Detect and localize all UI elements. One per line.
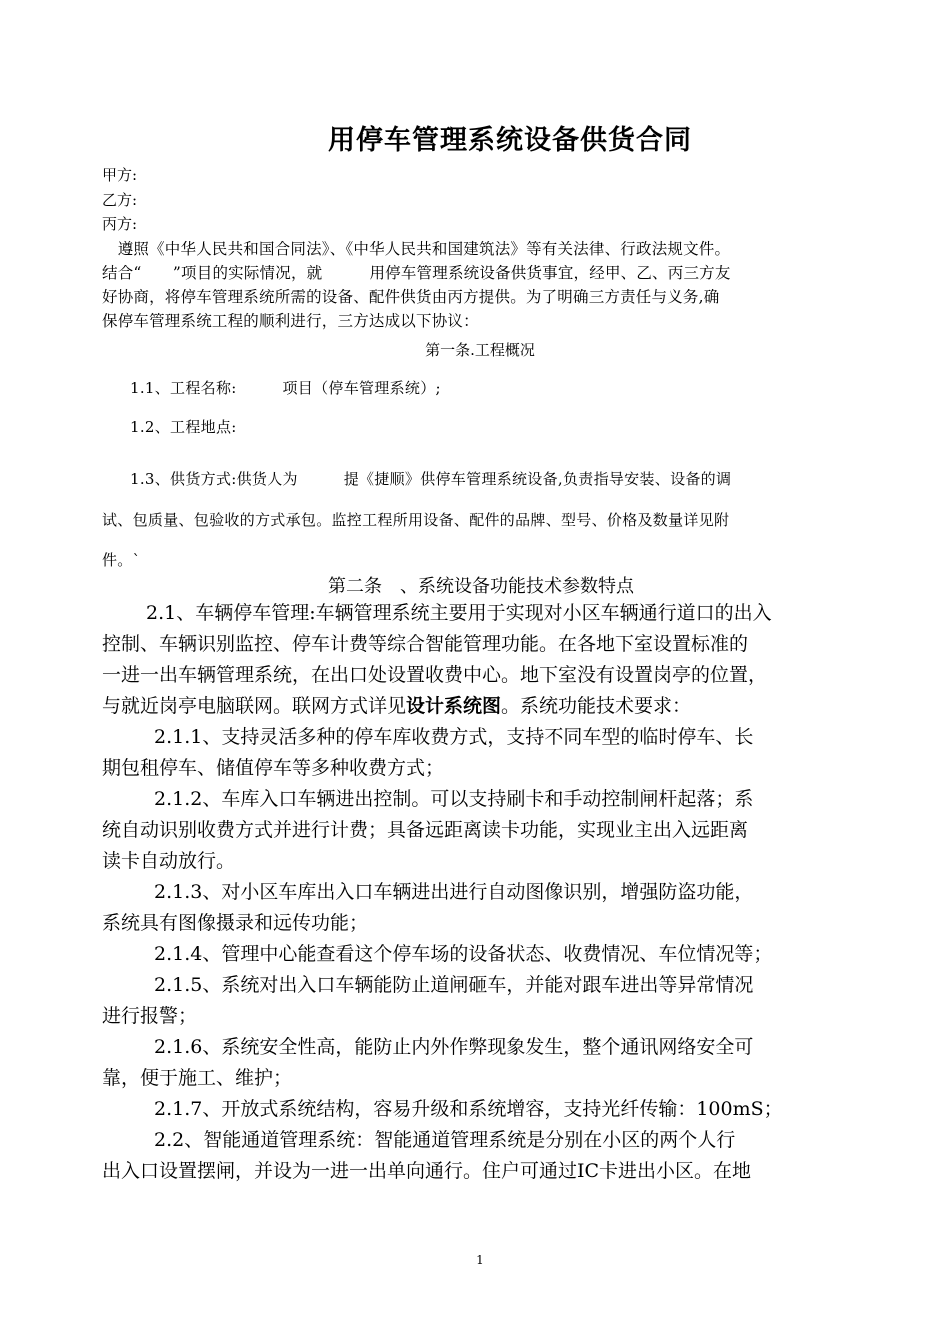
section-2-1-line [102,598,862,629]
party-c: 丙方: [102,215,138,233]
section-2-1-line: 一进一出车辆管理系统，在出口处设置收费中心。地下室没有设置岗亭的位置， [102,664,768,686]
project-name-item: 1.1、工程名称: 项目（停车管理系统）; [130,379,441,397]
design-diagram-reference: 设计系统图 [406,695,502,717]
section-2-2-line: 出入口设置摆闸，并设为一进一出单向通行。住户可通过IC卡进出小区。在地 [102,1160,752,1182]
section-2-1-4-line: 2.1.4、管理中心能查看这个停车场的设备状态、收费情况、车位情况等； [154,943,773,965]
section-2-1-1-line: 期包租停车、储值停车等多种收费方式； [102,757,445,779]
intro-paragraph [102,237,862,333]
page-number: 1 [476,1253,484,1267]
section-2-1-6-line: 2.1.6、系统安全性高，能防止内外作弊现象发生，整个通讯网络安全可 [154,1036,754,1058]
section-2-1-text: 2.1、车辆停车管理:车辆管理系统主要用于实现对小区车辆通行道口的出入 [146,602,772,624]
section-2-1-2-line: 2.1.2、车库入口车辆进出控制。可以支持刷卡和手动控制闸杆起落；系 [154,788,754,810]
article1-heading: 第一条.工程概况 [425,341,535,359]
section-2-1-7-line: 2.1.7、开放式系统结构，容易升级和系统增容，支持光纤传输：100mS； [154,1098,783,1120]
supply-method-line: 件。` [102,551,141,569]
section-2-1-3-line: 2.1.3、对小区车库出入口车辆进出进行自动图像识别，增强防盗功能， [154,881,754,903]
section-2-1-1-line: 2.1.1、支持灵活多种的停车库收费方式，支持不同车型的临时停车、长 [154,726,754,748]
section-2-1-5-line: 2.1.5、系统对出入口车辆能防止道闸砸车，并能对跟车进出等异常情况 [154,974,754,996]
intro-line: 结合“ ”项目的实际情况，就 用停车管理系统设备供货事宜，经甲、乙、丙三方友 [102,264,731,282]
section-2-1-2-line: 读卡自动放行。 [102,850,236,872]
document-title: 用停车管理系统设备供货合同 [328,125,692,156]
section-2-1-text: 与就近岗亭电脑联网。联网方式详见 [102,695,407,717]
intro-line: 好协商，将停车管理系统所需的设备、配件供货由丙方提供。为了明确三方责任与义务,确 [102,288,720,306]
section-2-1-6-line: 靠，便于施工、维护； [102,1067,293,1089]
section-2-1-5-line: 进行报警； [102,1005,198,1027]
project-location-item: 1.2、工程地点: [130,418,237,436]
supply-method-line: 试、包质量、包验收的方式承包。监控工程所用设备、配件的品牌、型号、价格及数量详见附 [102,511,730,529]
section-2-2-line: 2.2、智能通道管理系统：智能通道管理系统是分别在小区的两个人行 [154,1129,736,1151]
party-b: 乙方: [102,191,138,209]
article2-body [102,598,862,1187]
section-2-1-line [102,691,862,722]
article2-heading: 第二条 、系统设备功能技术参数特点 [328,576,634,597]
supply-method-line: 1.3、供货方式:供货人为 提《捷顺》供停车管理系统设备,负责指导安装、设备的调 [130,470,732,488]
intro-line: 遵照《中华人民共和国合同法》、《中华人民共和国建筑法》等有关法律、行政法规文件。 [102,240,731,258]
section-2-1-3-line: 系统具有图像摄录和远传功能； [102,912,369,934]
party-a: 甲方: [102,166,138,184]
section-2-1-line: 控制、车辆识别监控、停车计费等综合智能管理功能。在各地下室设置标准的 [102,633,749,655]
section-2-1-text: 。系统功能技术要求： [501,695,692,717]
intro-line: 保停车管理系统工程的顺利进行，三方达成以下协议： [102,312,479,330]
section-2-1-2-line: 统自动识别收费方式并进行计费；具备远距离读卡功能，实现业主出入远距离 [102,819,749,841]
